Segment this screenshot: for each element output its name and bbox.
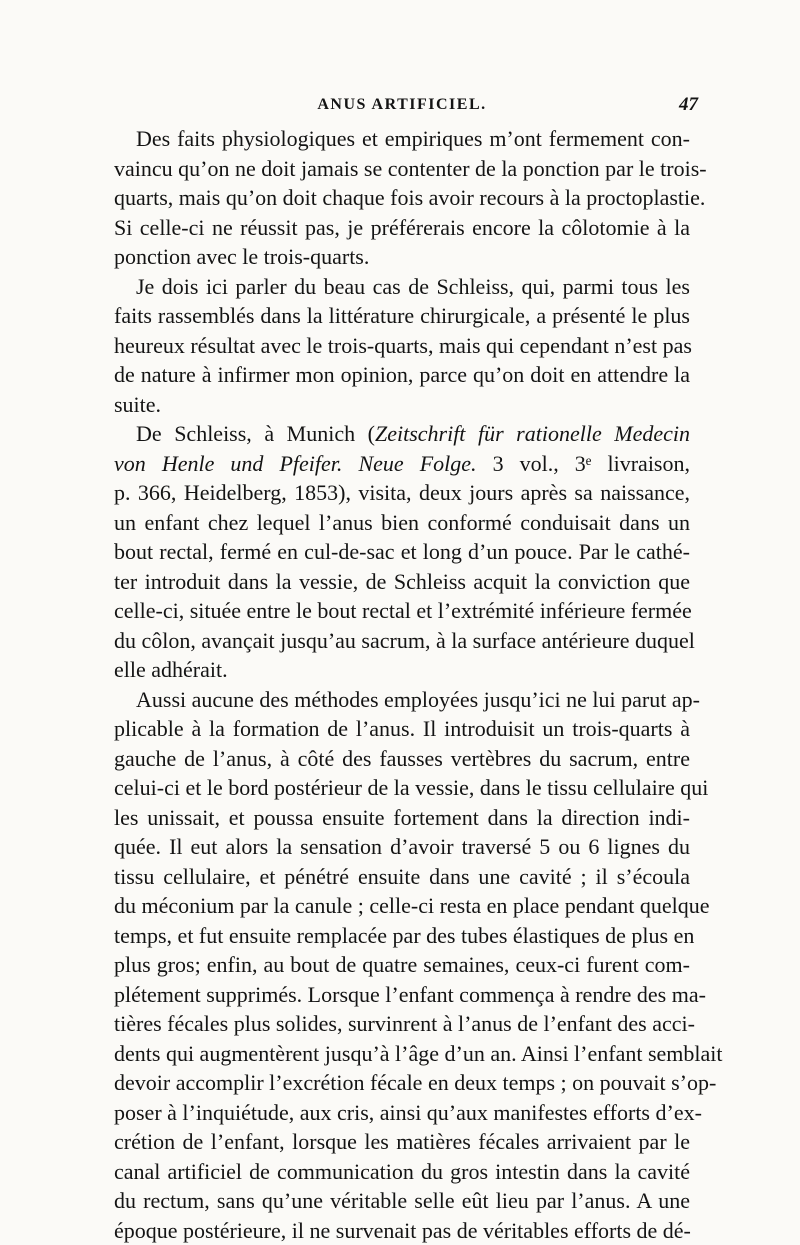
text-line: quée. Il eut alors la sensation d’avoir traversé 5 ou 6 lignes du [114,832,690,862]
text-line [114,449,690,479]
text-line: faits rassemblés dans la littérature chirurgicale, a présenté le plus [114,301,690,331]
text-line: Aussi aucune des méthodes employées jusqu’ici ne lui parut ap- [114,685,690,715]
text-line: tissu cellulaire, et pénétré ensuite dans une cavité ; il s’écoula [114,862,690,892]
text-line: quarts, mais qu’on doit chaque fois avoir recours à la proctoplastie. [114,183,690,213]
journal-title-part-2: von Henle und Pfeifer. Neue Folge. [114,451,477,476]
body-text [114,124,690,1245]
text-line: du méconium par la canule ; celle-ci resta en place pendant quelque [114,891,690,921]
text-line: heureux résultat avec le trois-quarts, mais qui cependant n’est pas [114,331,690,361]
text-line: Je dois ici parler du beau cas de Schleiss, qui, parmi tous les [114,272,690,302]
text-line [114,419,690,449]
text-line: plicable à la formation de l’anus. Il introduisit un trois-quarts à [114,714,690,744]
text-line: devoir accomplir l’excrétion fécale en deux temps ; on pouvait s’op- [114,1068,690,1098]
page [114,96,690,1245]
header-title: ANUS ARTIFICIEL. [114,96,690,114]
text-line: elle adhérait. [114,655,690,685]
paragraph-2 [114,272,690,420]
text-line: dents qui augmentèrent jusqu’à l’âge d’un an. Ainsi l’enfant semblait [114,1039,690,1069]
text-line: crétion de l’enfant, lorsque les matières fécales arrivaient par le [114,1127,690,1157]
text-run: De Schleiss, à Munich ( [136,421,375,446]
text-line: un enfant chez lequel l’anus bien conformé conduisait dans un [114,508,690,538]
text-line: temps, et fut ensuite remplacée par des tubes élastiques de plus en [114,921,690,951]
text-line: poser à l’inquiétude, aux cris, ainsi qu’aux manifestes efforts d’ex- [114,1098,690,1128]
journal-title-part-1: Zeitschrift für rationelle Medecin [375,421,690,446]
page-number: 47 [679,94,698,116]
running-header [114,96,690,124]
text-line: tières fécales plus solides, survinrent à l’anus de l’enfant des acci- [114,1009,690,1039]
text-line: bout rectal, fermé en cul-de-sac et long d’un pouce. Par le cathé- [114,537,690,567]
paragraph-4 [114,685,690,1245]
text-line: Des faits physiologiques et empiriques m’ont fermement con- [114,124,690,154]
text-line: du côlon, avançait jusqu’au sacrum, à la surface antérieure duquel [114,626,690,656]
text-line: ter introduit dans la vessie, de Schleiss acquit la conviction que [114,567,690,597]
text-line: canal artificiel de communication du gros intestin dans la cavité [114,1157,690,1187]
text-line: plétement supprimés. Lorsque l’enfant commença à rendre des ma- [114,980,690,1010]
paragraph-1 [114,124,690,272]
text-line: celui-ci et le bord postérieur de la vessie, dans le tissu cellulaire qui [114,773,690,803]
text-line: de nature à infirmer mon opinion, parce qu’on doit en attendre la [114,360,690,390]
text-line: du rectum, sans qu’une véritable selle eût lieu par l’anus. A une [114,1186,690,1216]
text-line: les unissait, et poussa ensuite fortement dans la direction indi- [114,803,690,833]
text-line: plus gros; enfin, au bout de quatre semaines, ceux-ci furent com- [114,950,690,980]
text-line: époque postérieure, il ne survenait pas de véritables efforts de dé- [114,1216,690,1245]
text-run: 3 vol., 3ᵉ livraison, [477,451,690,476]
paragraph-3 [114,419,690,685]
text-line: Si celle-ci ne réussit pas, je préférerais encore la côlotomie à la [114,213,690,243]
text-line: gauche de l’anus, à côté des fausses vertèbres du sacrum, entre [114,744,690,774]
text-line: celle-ci, située entre le bout rectal et l’extrémité inférieure fermée [114,596,690,626]
text-line: p. 366, Heidelberg, 1853), visita, deux jours après sa naissance, [114,478,690,508]
text-line: suite. [114,390,690,420]
text-line: vaincu qu’on ne doit jamais se contenter de la ponction par le trois- [114,154,690,184]
text-line: ponction avec le trois-quarts. [114,242,690,272]
